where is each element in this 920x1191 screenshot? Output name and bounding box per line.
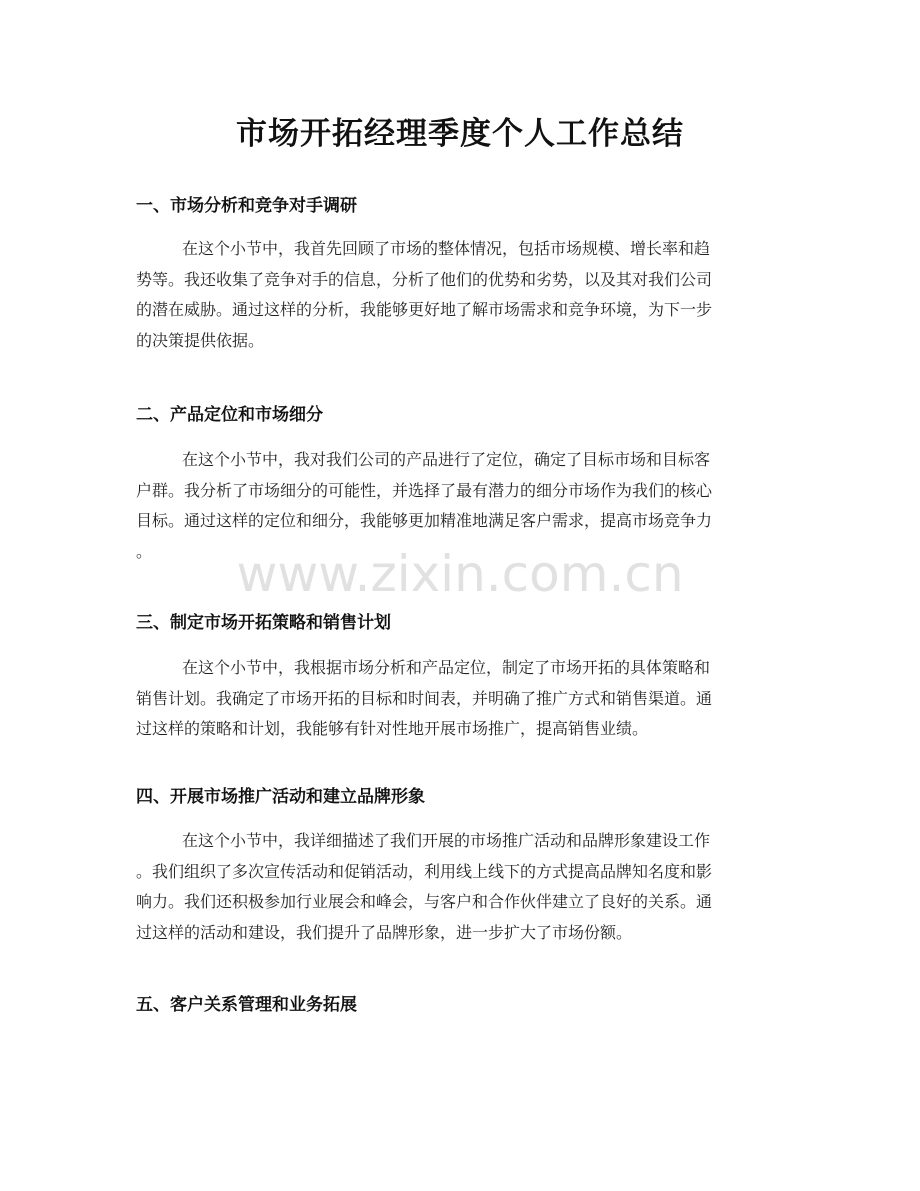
- body-line: 户群。我分析了市场细分的可能性，并选择了最有潜力的细分市场作为我们的核心: [136, 480, 713, 500]
- section-heading-1: 一、市场分析和竞争对手调研: [136, 196, 357, 216]
- body-line: 过这样的策略和计划，我能够有针对性地开展市场推广，提高销售业绩。: [136, 719, 649, 738]
- body-line: 在这个小节中，我详细描述了我们开展的市场推广活动和品牌形象建设工作: [182, 831, 711, 850]
- body-line: 在这个小节中，我对我们公司的产品进行了定位，确定了目标市场和目标客: [182, 450, 711, 469]
- section-heading-4: 四、开展市场推广活动和建立品牌形象: [136, 787, 425, 807]
- body-line: 的决策提供依据。: [136, 330, 265, 350]
- section-heading-5: 五、客户关系管理和业务拓展: [136, 995, 357, 1015]
- body-line: 的潜在威胁。通过这样的分析，我能够更好地了解市场需求和竞争环境，为下一步: [136, 300, 713, 319]
- body-line: 在这个小节中，我首先回顾了市场的整体情况，包括市场规模、增长率和趋: [182, 239, 711, 258]
- body-line: 销售计划。我确定了市场开拓的目标和时间表，并明确了推广方式和销售渠道。通: [136, 688, 713, 708]
- body-line: 响力。我们还积极参加行业展会和峰会，与客户和合作伙伴建立了良好的关系。通: [136, 892, 713, 911]
- body-line: 。: [136, 541, 153, 561]
- body-line: 。我们组织了多次宣传活动和促销活动，利用线上线下的方式提高品牌知名度和影: [136, 861, 713, 881]
- document-title: 市场开拓经理季度个人工作总结: [236, 116, 684, 152]
- body-line: 在这个小节中，我根据市场分析和产品定位，制定了市场开拓的具体策略和: [182, 658, 711, 677]
- section-heading-2: 二、产品定位和市场细分: [136, 405, 323, 425]
- section-body-3: [136, 653, 788, 745]
- section-body-2: [136, 445, 788, 567]
- body-line: 势等。我还收集了竞争对手的信息，分析了他们的优势和劣势，以及其对我们公司: [136, 269, 713, 289]
- body-line: 目标。通过这样的定位和细分，我能够更加精准地满足客户需求，提高市场竞争力: [136, 511, 713, 530]
- section-heading-3: 三、制定市场开拓策略和销售计划: [136, 613, 391, 633]
- watermark: www.zixin.com.cn: [236, 545, 684, 603]
- section-body-4: [136, 826, 788, 948]
- body-line: 过这样的活动和建设，我们提升了品牌形象，进一步扩大了市场份额。: [136, 922, 633, 942]
- section-body-1: [136, 234, 788, 356]
